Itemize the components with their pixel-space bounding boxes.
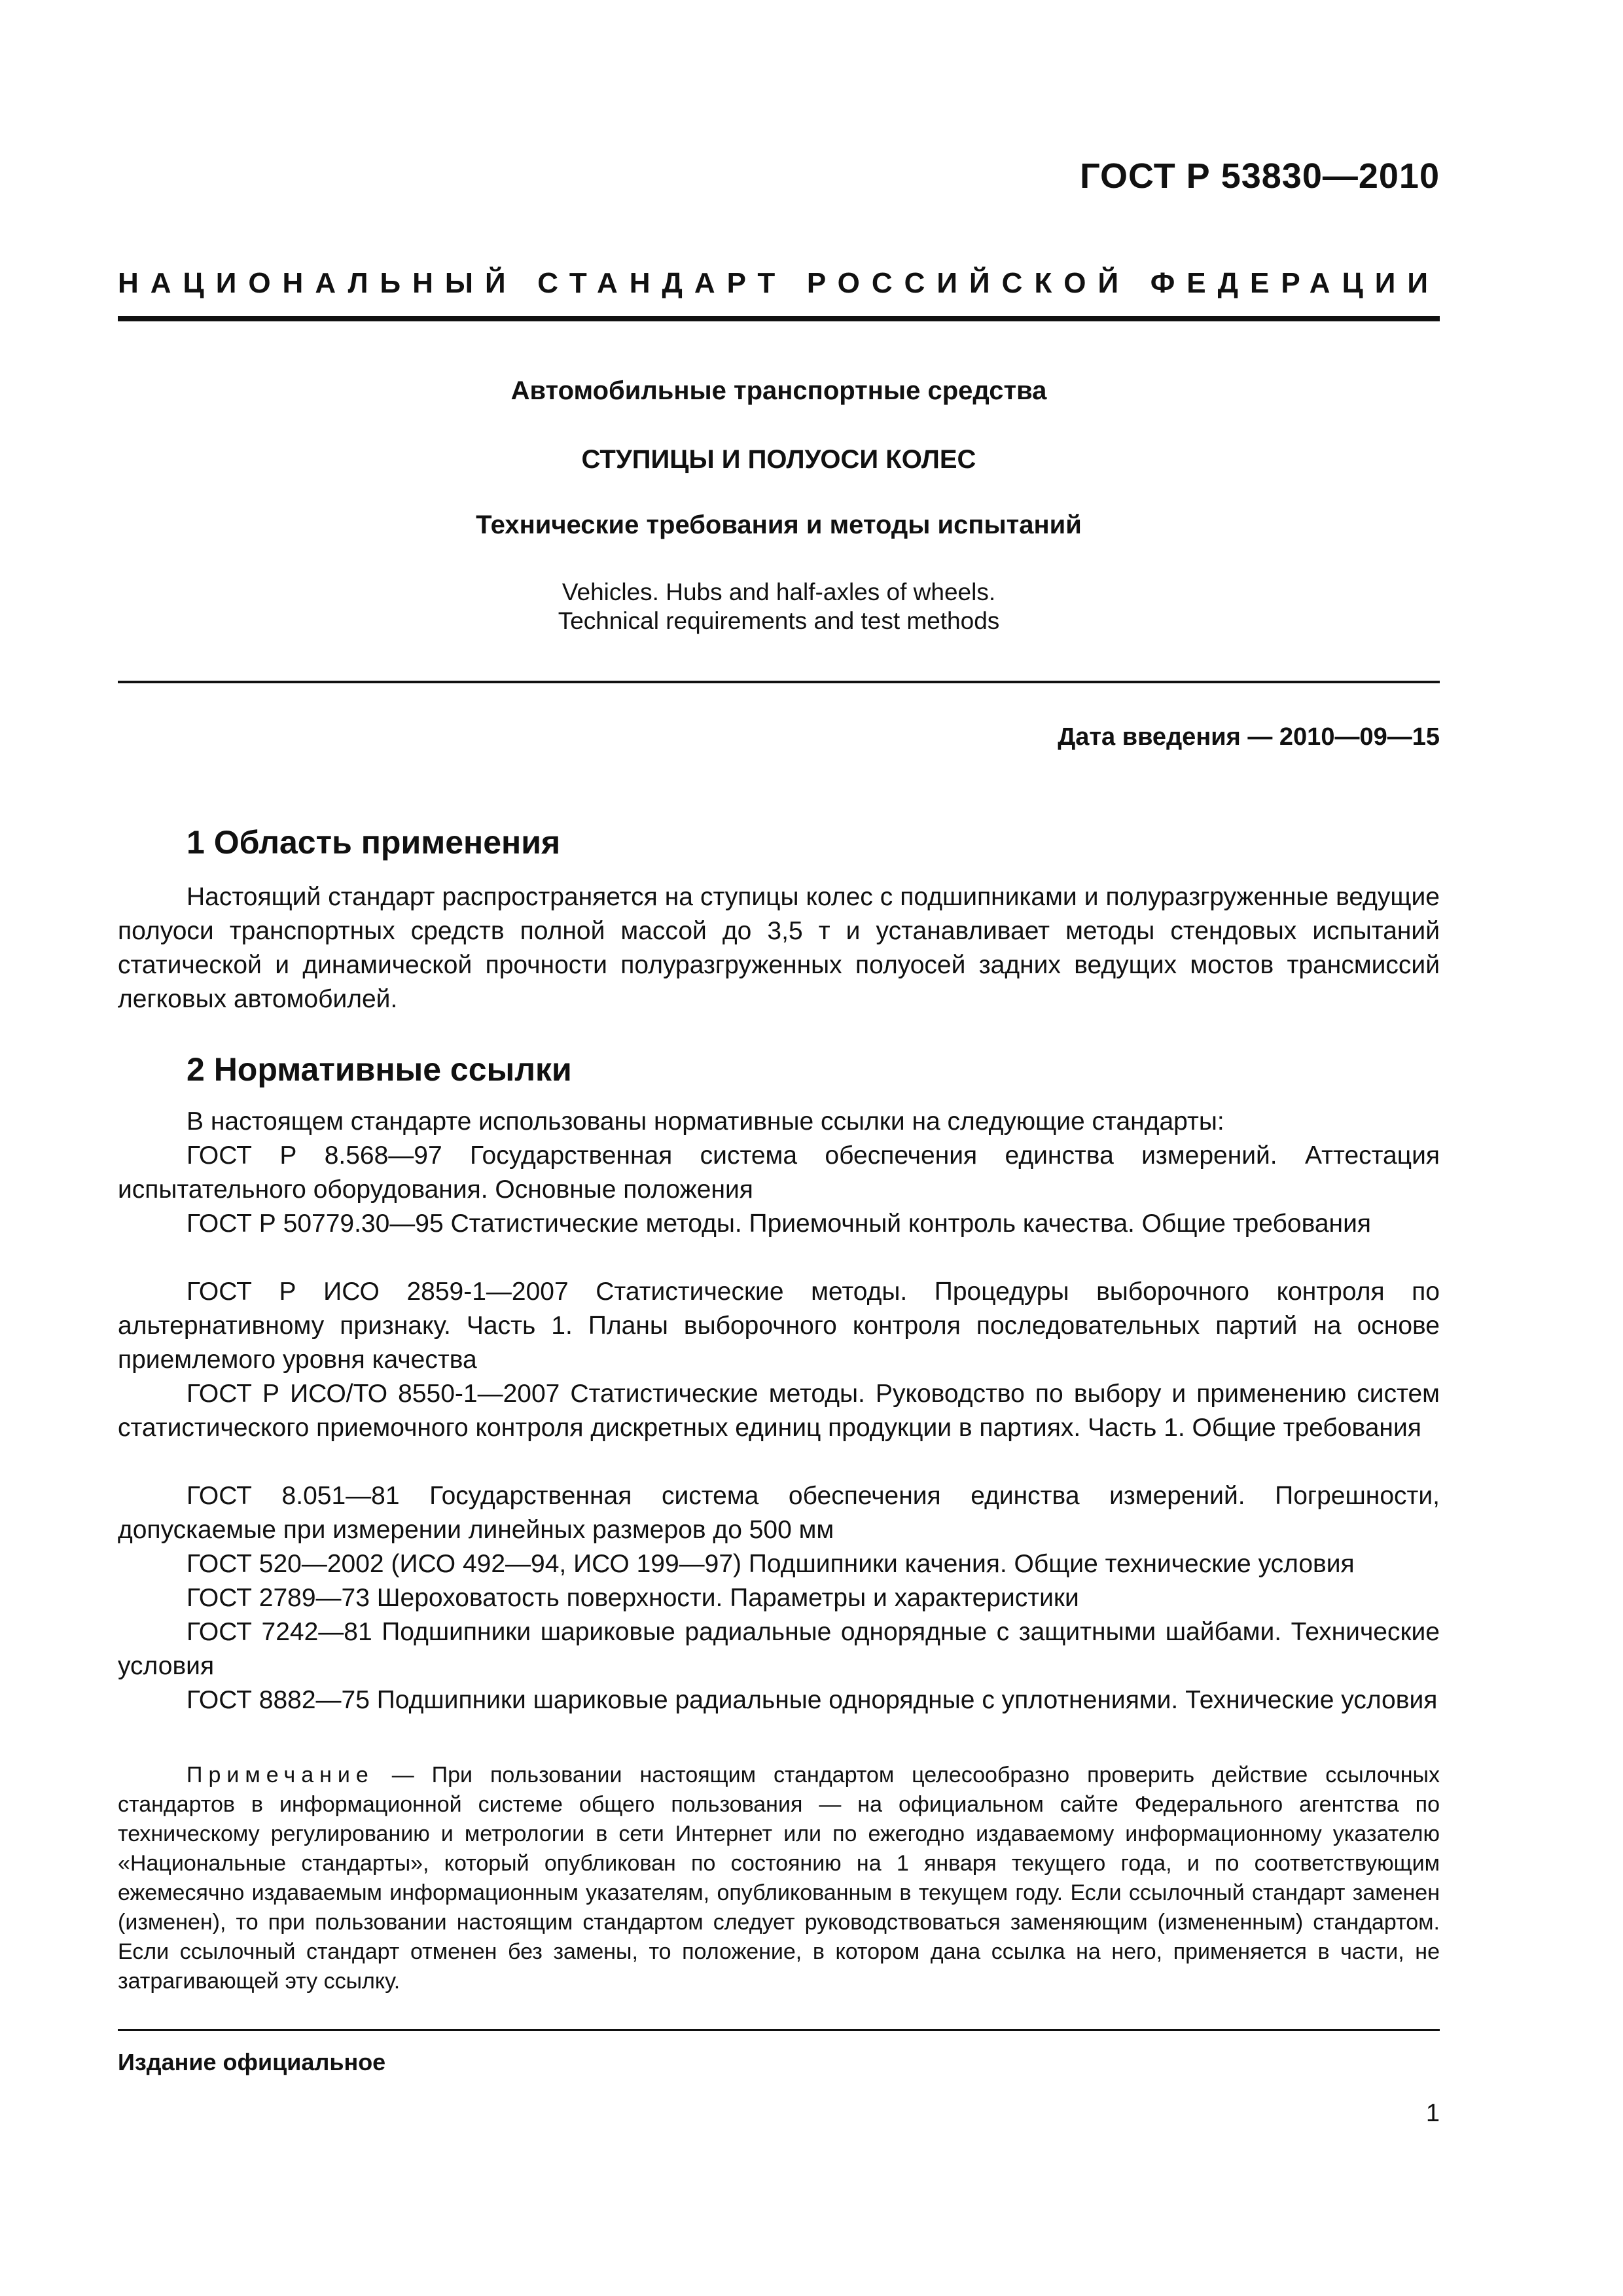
section-1-text [118, 880, 1440, 1016]
section-1-body: Настоящий стандарт распространяется на ступицы колес с подшипниками и полуразгруженные ведущие полуоси транспортных средств полной массой до 3,5 т и устанавливает методы стендовых испытаний статической и динамической прочности полуразгруженных полуосей задних ведущих мостов трансмиссий легковых автомобилей. [118, 883, 1440, 1013]
title-category: Автомобильные транспортные средства [510, 376, 1047, 405]
reference-item [118, 1377, 1440, 1445]
reference-text: ГОСТ 8.051—81 Государственная система обеспечения единства измерений. Погрешности, допускаемые при измерении линейных размеров до 500 мм [118, 1482, 1440, 1544]
section-2-heading: 2 Нормативные ссылки [187, 1051, 572, 1088]
official-edition: Издание официальное [118, 2049, 386, 2075]
reference-text: ГОСТ Р ИСО 2859-1—2007 Статистические методы. Процедуры выборочного контроля по альтернативному признаку. Часть 1. Планы выборочного контроля последовательных партий на основе приемлемого уровня качества [118, 1278, 1440, 1374]
document-number: ГОСТ Р 53830—2010 [1080, 156, 1440, 196]
reference-text: ГОСТ 8882—75 Подшипники шариковые радиальные однорядные с уплотнениями. Технические условия [187, 1686, 1438, 1714]
reference-item [118, 1615, 1440, 1683]
reference-text: ГОСТ 2789—73 Шероховатость поверхности. Параметры и характеристики [187, 1584, 1079, 1612]
banner-word: ФЕДЕРАЦИИ [1150, 267, 1440, 299]
reference-text: ГОСТ Р 8.568—97 Государственная система обеспечения единства измерений. Аттестация испытательного оборудования. Основные положения [118, 1141, 1440, 1204]
title-subtitle: Технические требования и методы испытаний [476, 511, 1082, 539]
reference-note [118, 1761, 1440, 1996]
footer-divider [118, 2029, 1440, 2031]
banner-word: СТАНДАРТ [537, 267, 787, 299]
reference-text: ГОСТ 520—2002 (ИСО 492—94, ИСО 199—97) Подшипники качения. Общие технические условия [187, 1550, 1355, 1578]
header-divider [118, 316, 1440, 321]
standard-banner [118, 267, 1440, 300]
banner-word: РОССИЙСКОЙ [806, 267, 1131, 299]
title-divider [118, 681, 1440, 683]
reference-item [118, 1547, 1440, 1581]
reference-item [118, 1581, 1440, 1615]
reference-text: ГОСТ Р ИСО/ТО 8550-1—2007 Статистические методы. Руководство по выбору и применению систем статистического приемочного контроля дискретных единиц продукции в партиях. Часть 1. Общие требования [118, 1380, 1440, 1442]
reference-item [118, 1207, 1440, 1241]
section-2-intro-text: В настоящем стандарте использованы нормативные ссылки на следующие стандарты: [187, 1107, 1224, 1136]
introduction-date: Дата введения — 2010—09—15 [1058, 723, 1440, 751]
reference-item [118, 1479, 1440, 1547]
title-english-2: Technical requirements and test methods [558, 607, 1000, 634]
reference-item [118, 1683, 1440, 1717]
title-english-1: Vehicles. Hubs and half-axles of wheels. [562, 579, 996, 605]
reference-text: ГОСТ 7242—81 Подшипники шариковые радиальные однорядные с защитными шайбами. Технические условия [118, 1618, 1440, 1680]
section-2-intro [118, 1105, 1440, 1139]
note-text: — При пользовании настоящим стандартом целесообразно проверить действие ссылочных стандартов в информационной системе общего пользования — на официальном сайте Федерального агентства по техническому регулированию и метрологии в сети Интернет или по ежегодно издаваемому информационному указателю «Национальные стандарты», который опубликован по состоянию на 1 января текущего года, и по соответствующим ежемесячно издаваемым информационным указателям, опубликованным в текущем году. Если ссылочный стандарт заменен (изменен), то при пользовании настоящим стандартом следует руководствоваться заменяющим (измененным) стандартом. Если ссылочный стандарт отменен без замены, то положение, в котором дана ссылка на него, применяется в части, не затрагивающей эту ссылку. [118, 1763, 1440, 1994]
page-number: 1 [1425, 2100, 1440, 2127]
reference-text: ГОСТ Р 50779.30—95 Статистические методы. Приемочный контроль качества. Общие требования [187, 1210, 1371, 1238]
section-1-heading: 1 Область применения [187, 824, 561, 861]
note-label: Примечание [187, 1763, 374, 1787]
reference-item [118, 1275, 1440, 1377]
title-main: СТУПИЦЫ И ПОЛУОСИ КОЛЕС [581, 445, 976, 474]
reference-item [118, 1139, 1440, 1207]
banner-word: НАЦИОНАЛЬНЫЙ [118, 267, 518, 299]
